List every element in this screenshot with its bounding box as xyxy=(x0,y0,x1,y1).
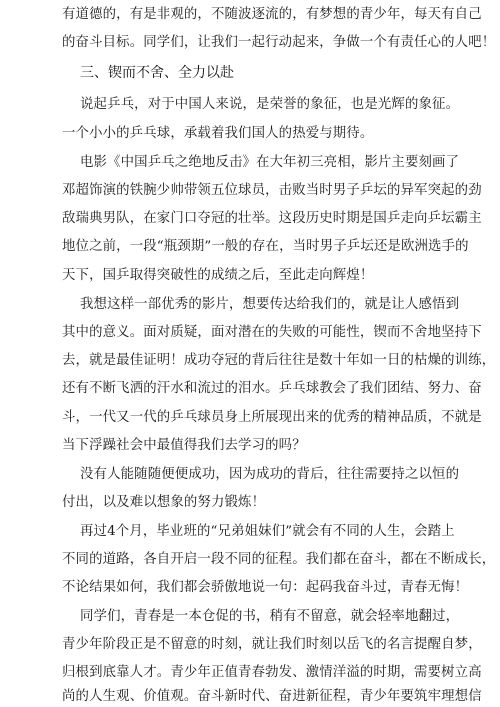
paragraph-line: 有道德的，有是非观的，不随波逐流的，有梦想的青少年，每天有自己 xyxy=(62,7,482,22)
paragraph-line: 一个小小的乒乓球，承载着我们国人的热爱与期待。 xyxy=(62,126,374,141)
paragraph-line: 电影《中国乒乓之绝地反击》在大年初三亮相，影片主要刻画了 xyxy=(80,155,460,170)
paragraph-line: 斗，一代又一代的乒乓球员身上所展现出来的优秀的精神品质，不就是 xyxy=(62,410,482,425)
paragraph-line: 不论结果如何，我们都会骄傲地说一句：起码我奋斗过，青春无悔！ xyxy=(62,580,469,595)
paragraph-line: 地位之前，一段“瓶颈期”一般的存在，当时男子乒坛还是欧洲选手的 xyxy=(62,239,469,254)
paragraph-line: 再过4个月，毕业班的“兄弟姐妹们”就会有不同的人生，会踏上 xyxy=(80,524,455,539)
paragraph-line: 天下，国乒取得突破性的成绩之后，至此走向辉煌！ xyxy=(62,268,374,283)
paragraph-line: 去，就是最佳证明！成功夺冠的背后往往是数十年如一日的枯燥的训练， xyxy=(62,353,496,368)
paragraph-line: 其中的意义。面对质疑，面对潜在的失败的可能性，锲而不舍地坚持下 xyxy=(62,325,482,340)
paragraph-line: 归根到底靠人才。青少年正值青春勃发、激情洋溢的时期，需要树立高 xyxy=(62,665,482,680)
paragraph-line: 没有人能随随便便成功，因为成功的背后，往往需要持之以恒的 xyxy=(80,467,460,482)
paragraph-line: 青少年阶段正是不留意的时刻，就让我们时刻以岳飞的名言提醒自梦， xyxy=(62,637,482,652)
paragraph-line: 不同的道路，各自开启一段不同的征程。我们都在奋斗，都在不断成长， xyxy=(62,552,496,567)
paragraph-line: 同学们，青春是一本仓促的书，稍有不留意，就会轻率地翻过， xyxy=(80,609,460,624)
paragraph-line: 尚的人生观、价值观。奋斗新时代、奋进新征程，青少年要筑牢理想信 xyxy=(62,689,482,704)
paragraph-line: 付出，以及难以想象的努力锻炼！ xyxy=(62,495,266,510)
paragraph-line: 敌瑞典男队，在家门口夺冠的壮举。这段历史时期是国乒走向乒坛霸主 xyxy=(62,211,482,226)
section-heading: 三、锲而不舍、全力以赴 xyxy=(80,65,234,81)
paragraph-line: 说起乒乓，对于中国人来说，是荣誉的象征，也是光辉的象征。 xyxy=(80,97,460,112)
paragraph-line: 当下浮躁社会中最值得我们去学习的吗？ xyxy=(62,438,306,453)
paragraph-line: 我想这样一部优秀的影片，想要传达给我们的，就是让人感悟到 xyxy=(80,297,460,312)
paragraph-line: 还有不断飞洒的汗水和流过的泪水。乒乓球教会了我们团结、努力、奋 xyxy=(62,381,482,396)
paragraph-line: 的奋斗目标。同学们，让我们一起行动起来，争做一个有责任心的人吧！ xyxy=(62,35,496,50)
paragraph-line: 邓超饰演的铁腕少帅带领五位球员，击败当时男子乒坛的异军突起的劲 xyxy=(62,183,482,198)
